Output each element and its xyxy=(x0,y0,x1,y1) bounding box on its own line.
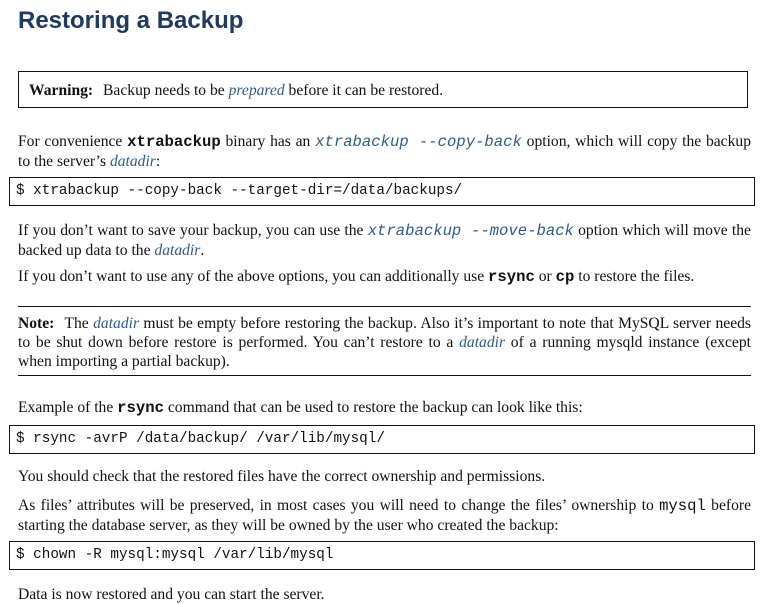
text: or xyxy=(534,268,556,285)
note-admonition xyxy=(18,314,751,371)
paragraph-copy-back xyxy=(18,132,751,171)
text: binary has an xyxy=(220,133,316,150)
note-top-rule xyxy=(18,306,751,307)
datadir-link[interactable]: datadir xyxy=(154,242,201,259)
copy-back-option-link[interactable]: xtrabackup --copy-back xyxy=(315,133,522,151)
text: : xyxy=(155,153,161,170)
code-block-copy-back: $ xtrabackup --copy-back --target-dir=/data/backups/ xyxy=(9,177,755,206)
prepared-link[interactable]: prepared xyxy=(228,82,285,99)
rsync-command: rsync xyxy=(488,268,535,286)
text: before starting the database server, as they will be owned by the user who created the backup: xyxy=(18,497,751,534)
cp-command: cp xyxy=(555,268,575,286)
paragraph-done: Data is now restored and you can start the server. xyxy=(18,586,325,603)
paragraph-move-back xyxy=(18,221,751,260)
text: If you don’t want to save your backup, you can use the xyxy=(18,222,368,239)
paragraph-rsync-example xyxy=(18,398,751,418)
datadir-link[interactable]: datadir xyxy=(109,153,156,170)
note-bottom-rule xyxy=(18,375,751,376)
mysql-user: mysql xyxy=(659,497,706,515)
datadir-link[interactable]: datadir xyxy=(93,315,140,332)
text: to restore the files. xyxy=(574,268,695,285)
note-label: Note: xyxy=(18,315,55,332)
datadir-link[interactable]: datadir xyxy=(459,334,506,351)
code-block-chown: $ chown -R mysql:mysql /var/lib/mysql xyxy=(9,541,755,570)
warning-text-post: before it can be restored. xyxy=(284,82,444,99)
paragraph-change-ownership xyxy=(18,496,751,535)
warning-text-pre: Backup needs to be xyxy=(103,82,229,99)
text: option which will move the backed up data to the xyxy=(18,222,751,259)
text: . xyxy=(200,242,205,259)
page-title: Restoring a Backup xyxy=(18,7,244,34)
text: of a running mysqld instance (except when importing a partial backup). xyxy=(18,334,751,370)
rsync-command: rsync xyxy=(117,399,164,417)
text: For convenience xyxy=(18,133,128,150)
warning-label: Warning: xyxy=(29,82,94,99)
code-block-rsync: $ rsync -avrP /data/backup/ /var/lib/mysql/ xyxy=(9,425,755,454)
text: option, which will copy the backup to the server’s xyxy=(18,133,751,170)
text: Example of the xyxy=(18,399,118,416)
xtrabackup-command: xtrabackup xyxy=(127,133,221,151)
paragraph-check-ownership: You should check that the restored files have the correct ownership and permissions. xyxy=(18,468,546,485)
text: command that can be used to restore the backup can look like this: xyxy=(163,399,583,416)
move-back-option-link[interactable]: xtrabackup --move-back xyxy=(367,222,574,240)
paragraph-rsync-cp xyxy=(18,267,751,287)
text: The xyxy=(64,315,94,332)
text: As files’ attributes will be preserved, in most cases you will need to change the files’ ownership to xyxy=(18,497,660,514)
text: If you don’t want to use any of the above options, you can additionally use xyxy=(18,268,489,285)
warning-admonition xyxy=(18,71,748,108)
text: must be empty before restoring the backup. Also it’s important to note that MySQL server needs to be shut down before restore is performed. You can’t restore to a xyxy=(18,315,751,351)
